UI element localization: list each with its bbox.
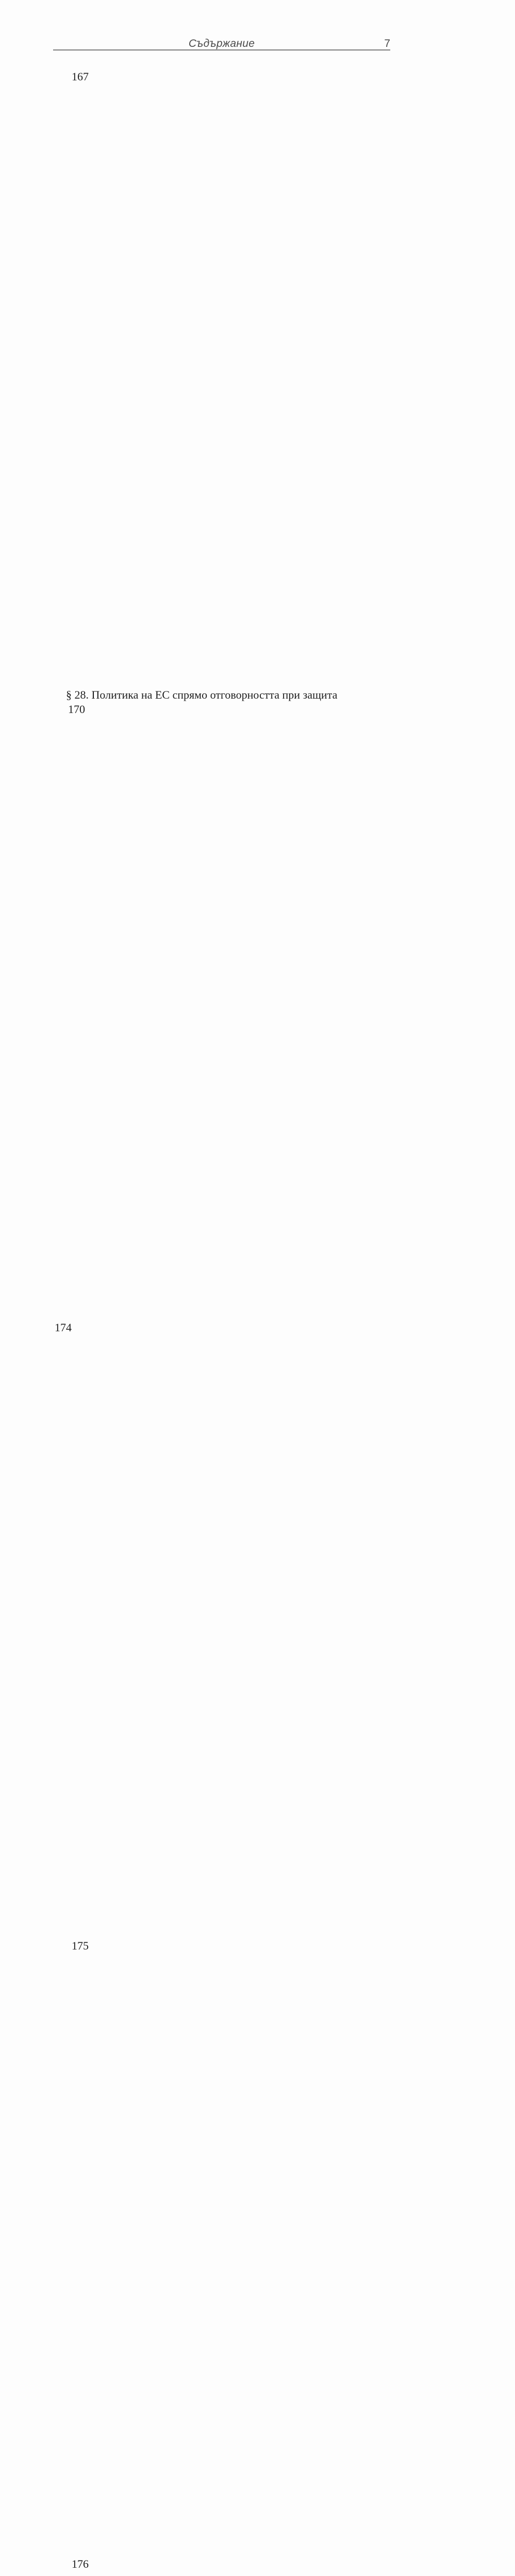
toc-page-number: 170 bbox=[68, 702, 85, 716]
toc-entry bbox=[49, 2557, 389, 2576]
page-folio: 7 bbox=[384, 38, 390, 49]
toc-entry bbox=[49, 1939, 389, 2557]
running-head-title: Съдържание bbox=[188, 38, 255, 49]
toc-line bbox=[49, 2557, 389, 2576]
toc-line bbox=[49, 1320, 389, 1939]
toc-entry bbox=[49, 1320, 389, 1939]
toc-page-number: 174 bbox=[55, 1320, 72, 1334]
toc-line bbox=[49, 1939, 389, 2557]
header-rule bbox=[53, 49, 390, 50]
toc-page-number: 167 bbox=[72, 70, 89, 83]
toc-entry bbox=[49, 688, 389, 1320]
toc-line bbox=[49, 702, 389, 1320]
table-of-contents bbox=[49, 70, 389, 2576]
toc-page-number: 175 bbox=[72, 1939, 89, 1952]
toc-page-number: 176 bbox=[72, 2557, 89, 2570]
toc-line bbox=[49, 70, 389, 688]
toc-line: § 28. Политика на ЕС спрямо отговорността при защита bbox=[66, 688, 338, 701]
toc-entry bbox=[49, 70, 389, 688]
